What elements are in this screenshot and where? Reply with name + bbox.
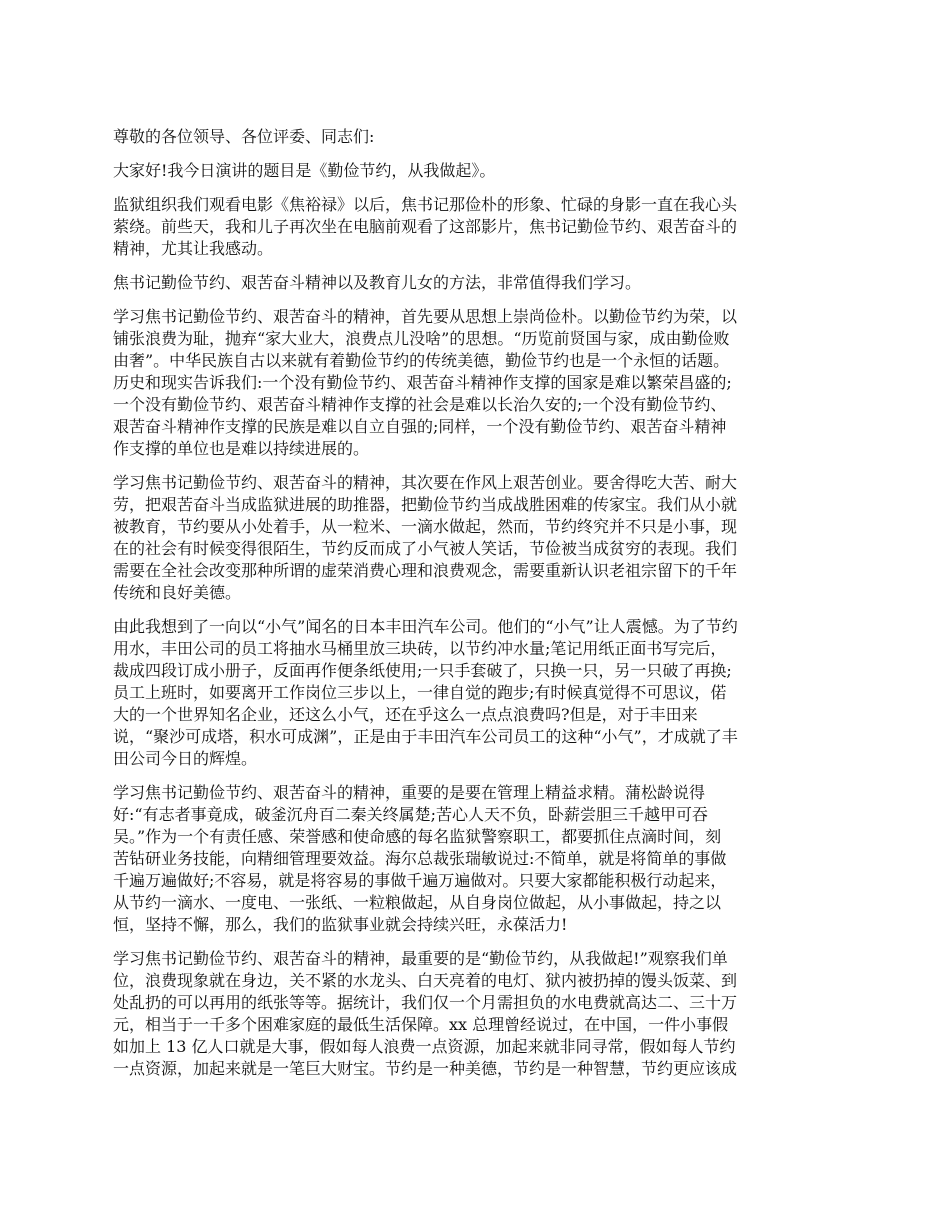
paragraph-line: 说，“聚沙可成塔，积水可成渊”，正是由于丰田汽车公司员工的这种“小气”，才成就了丰 (113, 727, 738, 746)
paragraph-line: 学习焦书记勤俭节约、艰苦奋斗的精神，最重要的是“勤俭节约，从我做起!”观察我们单 (113, 949, 728, 968)
speech-paragraph (113, 782, 841, 936)
paragraph-line: 由奢”。中华民族自古以来就有着勤俭节约的传统美德，勤俭节约也是一个永恒的话题。 (113, 351, 730, 370)
paragraph-line: 处乱扔的可以再用的纸张等等。据统计，我们仅一个月需担负的水电费就高达二、三十万 (113, 993, 738, 1012)
paragraph-line: 一个没有勤俭节约、艰苦奋斗精神作支撑的社会是难以长治久安的;一个没有勤俭节约、 (113, 395, 727, 414)
paragraph-line: 在的社会有时候变得很陌生，节约反而成了小气被人笑话，节俭被当成贫穷的表现。我们 (113, 539, 738, 558)
paragraph-line: 苦钻研业务技能，向精细管理要效益。海尔总裁张瑞敏说过:不简单，就是将简单的事做 (113, 849, 727, 868)
paragraph-line: 吴。”作为一个有责任感、荣誉感和使命感的每名监狱警察职工，都要抓住点滴时间，刻 (113, 827, 722, 846)
paragraph-line: 如加上 13 亿人口就是大事，假如每人浪费一点资源，加起来就非同寻常，假如每人节约 (113, 1037, 736, 1056)
paragraph-line: 监狱组织我们观看电影《焦裕禄》以后，焦书记那俭朴的形象、忙碌的身影一直在我心头 (113, 195, 738, 214)
speech-paragraph (113, 272, 841, 294)
paragraph-line: 艰苦奋斗精神作支撑的民族是难以自立自强的;同样，一个没有勤俭节约、艰苦奋斗精神 (113, 417, 727, 436)
paragraph-line: 用水，丰田公司的员工将抽水马桶里放三块砖，以节约冲水量;笔记用纸正面书写完后， (113, 639, 727, 658)
paragraph-line: 历史和现实告诉我们:一个没有勤俭节约、艰苦奋斗精神作支撑的国家是难以繁荣昌盛的; (113, 373, 732, 392)
speech-paragraph (113, 948, 841, 1080)
paragraph-line: 萦绕。前些天，我和儿子再次坐在电脑前观看了这部影片，焦书记勤俭节约、艰苦奋斗的 (113, 217, 738, 236)
paragraph-line: 焦书记勤俭节约、艰苦奋斗精神以及教育儿女的方法，非常值得我们学习。 (113, 273, 642, 292)
paragraph-line: 作支撑的单位也是难以持续进展的。 (113, 439, 370, 458)
speech-paragraph (113, 306, 841, 460)
paragraph-line: 裁成四段订成小册子，反面再作便条纸使用;一只手套破了，只换一只，另一只破了再换; (113, 661, 732, 680)
paragraph-line: 劳，把艰苦奋斗当成监狱进展的助推器，把勤俭节约当成战胜困难的传家宝。我们从小就 (113, 495, 738, 514)
speech-paragraph (113, 160, 841, 182)
paragraph-line: 学习焦书记勤俭节约、艰苦奋斗的精神，重要的是要在管理上精益求精。蒲松龄说得 (113, 783, 706, 802)
paragraph-line: 学习焦书记勤俭节约、艰苦奋斗的精神，首先要从思想上崇尚俭朴。以勤俭节约为荣，以 (113, 307, 738, 326)
paragraph-line: 传统和良好美德。 (113, 583, 242, 602)
paragraph-line: 好:“有志者事竟成，破釜沉舟百二秦关终属楚;苦心人天不负，卧薪尝胆三千越甲可吞 (113, 805, 708, 824)
paragraph-line: 千遍万遍做好;不容易，就是将容易的事做千遍万遍做对。只要大家都能积极行动起来， (113, 871, 727, 890)
speech-paragraph (113, 616, 841, 770)
paragraph-line: 被教育，节约要从小处着手，从一粒米、一滴水做起，然而，节约终究并不只是小事，现 (113, 517, 738, 536)
speech-paragraph (113, 126, 841, 148)
speech-paragraph (113, 194, 841, 260)
paragraph-line: 一点资源，加起来就是一笔巨大财宝。节约是一种美德，节约是一种智慧，节约更应该成 (113, 1059, 738, 1078)
paragraph-line: 尊敬的各位领导、各位评委、同志们: (113, 127, 375, 146)
paragraph-line: 从节约一滴水、一度电、一张纸、一粒粮做起，从自身岗位做起，从小事做起，持之以 (113, 893, 722, 912)
paragraph-line: 田公司今日的辉煌。 (113, 749, 258, 768)
paragraph-line: 大的一个世界知名企业，还这么小气，还在乎这么一点点浪费吗?但是，对于丰田来 (113, 705, 698, 724)
paragraph-line: 由此我想到了一向以“小气”闻名的日本丰田汽车公司。他们的“小气”让人震憾。为了节约 (113, 617, 738, 636)
paragraph-line: 需要在全社会改变那种所谓的虚荣消费心理和浪费观念，需要重新认识老祖宗留下的千年 (113, 561, 738, 580)
paragraph-line: 元，相当于一千多个困难家庭的最低生活保障。xx 总理曾经说过，在中国，一件小事假 (113, 1015, 729, 1034)
paragraph-line: 位，浪费现象就在身边，关不紧的水龙头、白天亮着的电灯、狱内被扔掉的馒头饭菜、到 (113, 971, 738, 990)
speech-paragraph (113, 472, 841, 604)
paragraph-line: 学习焦书记勤俭节约、艰苦奋斗的精神，其次要在作风上艰苦创业。要舍得吃大苦、耐大 (113, 473, 738, 492)
paragraph-line: 精神，尤其让我感动。 (113, 239, 274, 258)
paragraph-line: 恒，坚持不懈，那么，我们的监狱事业就会持续兴旺，永葆活力! (113, 915, 568, 934)
paragraph-line: 铺张浪费为耻，抛弃“家大业大，浪费点儿没啥”的思想。“历览前贤国与家，成由勤俭败 (113, 329, 730, 348)
paragraph-line: 大家好!我今日演讲的题目是《勤俭节约，从我做起》。 (113, 161, 496, 180)
paragraph-line: 员工上班时，如要离开工作岗位三步以上，一律自觉的跑步;有时候真觉得不可思议，偌 (113, 683, 727, 702)
document-body (113, 126, 841, 1092)
